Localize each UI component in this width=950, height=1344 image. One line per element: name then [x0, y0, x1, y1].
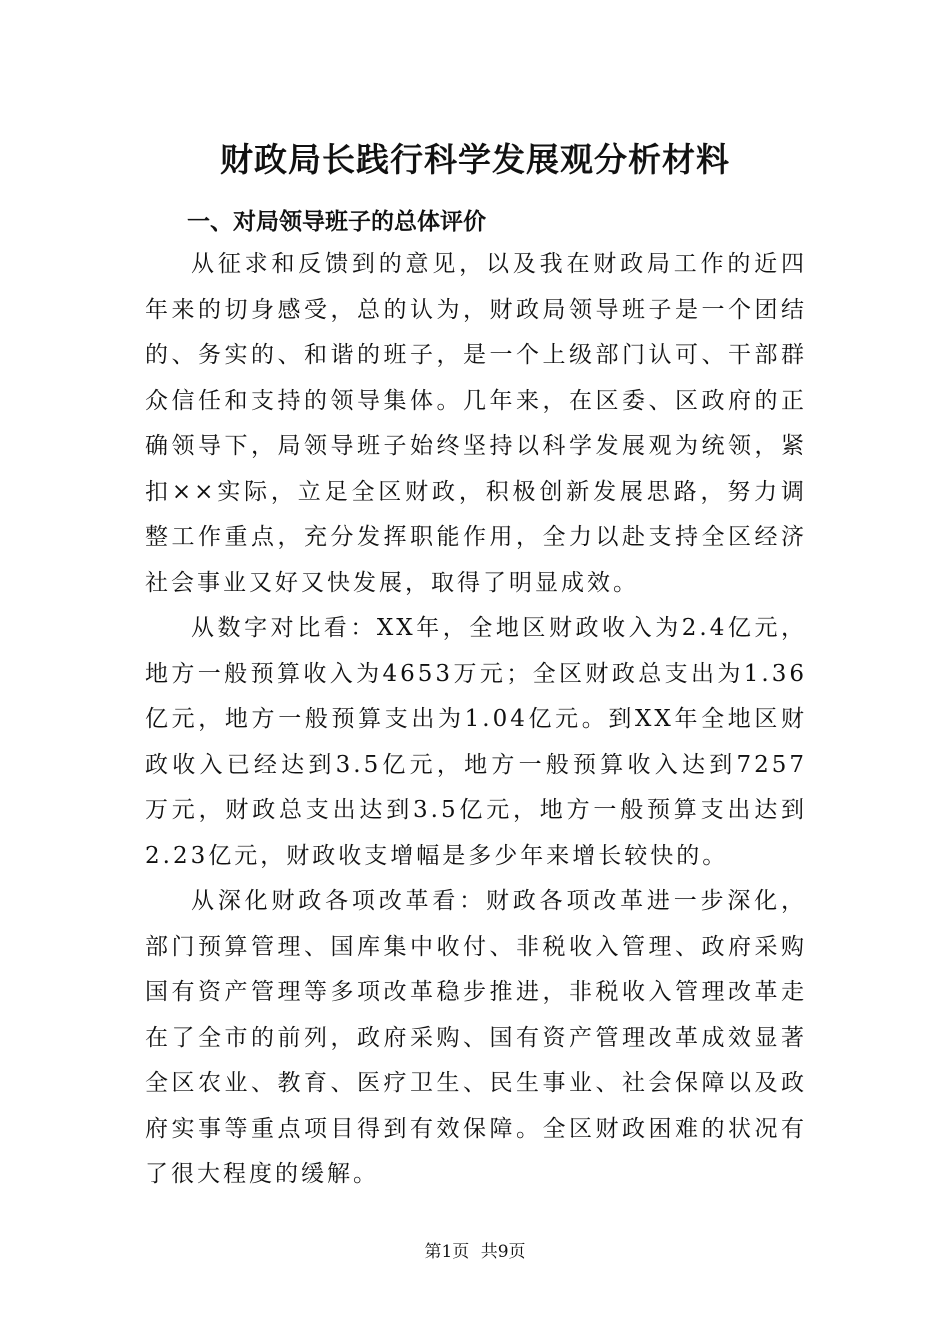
- page-number: 第1页: [424, 1242, 470, 1262]
- page-footer: [0, 1240, 950, 1264]
- paragraph-overall-evaluation: 从征求和反馈到的意见，以及我在财政局工作的近四年来的切身感受，总的认为，财政局领导班子是一个团结的、务实的、和谐的班子，是一个上级部门认可、干部群众信任和支持的领导集体。几年来，在区委、区政府的正确领导下，局领导班子始终坚持以科学发展观为统领，紧扣××实际，立足全区财政，积极创新发展思路，努力调整工作重点，充分发挥职能作用，全力以赴支持全区经济社会事业又好又快发展，取得了明显成效。: [145, 251, 807, 596]
- document-title: 财政局长践行科学发展观分析材料: [220, 140, 730, 179]
- document-body: [145, 202, 807, 1198]
- paragraph-number-comparison: 从数字对比看：XX年，全地区财政收入为2.4亿元，地方一般预算收入为4653万元；全区财政总支出为1.36亿元，地方一般预算支出为1.04亿元。到XX年全地区财政收入已经达到3.5亿元，地方一般预算收入达到7257万元，财政总支出达到3.5亿元，地方一般预算支出达到2.23亿元，财政收支增幅是多少年来增长较快的。: [145, 615, 807, 869]
- page-total: 共9页: [480, 1242, 526, 1262]
- paragraph-reform: 从深化财政各项改革看：财政各项改革进一步深化，部门预算管理、国库集中收付、非税收入管理、政府采购国有资产管理等多项改革稳步推进，非税收入管理改革走在了全市的前列，政府采购、国有资产管理改革成效显著全区农业、教育、医疗卫生、民生事业、社会保障以及政府实事等重点项目得到有效保障。全区财政困难的状况有了很大程度的缓解。: [145, 888, 807, 1187]
- section-heading: 一、对局领导班子的总体评价: [187, 209, 486, 235]
